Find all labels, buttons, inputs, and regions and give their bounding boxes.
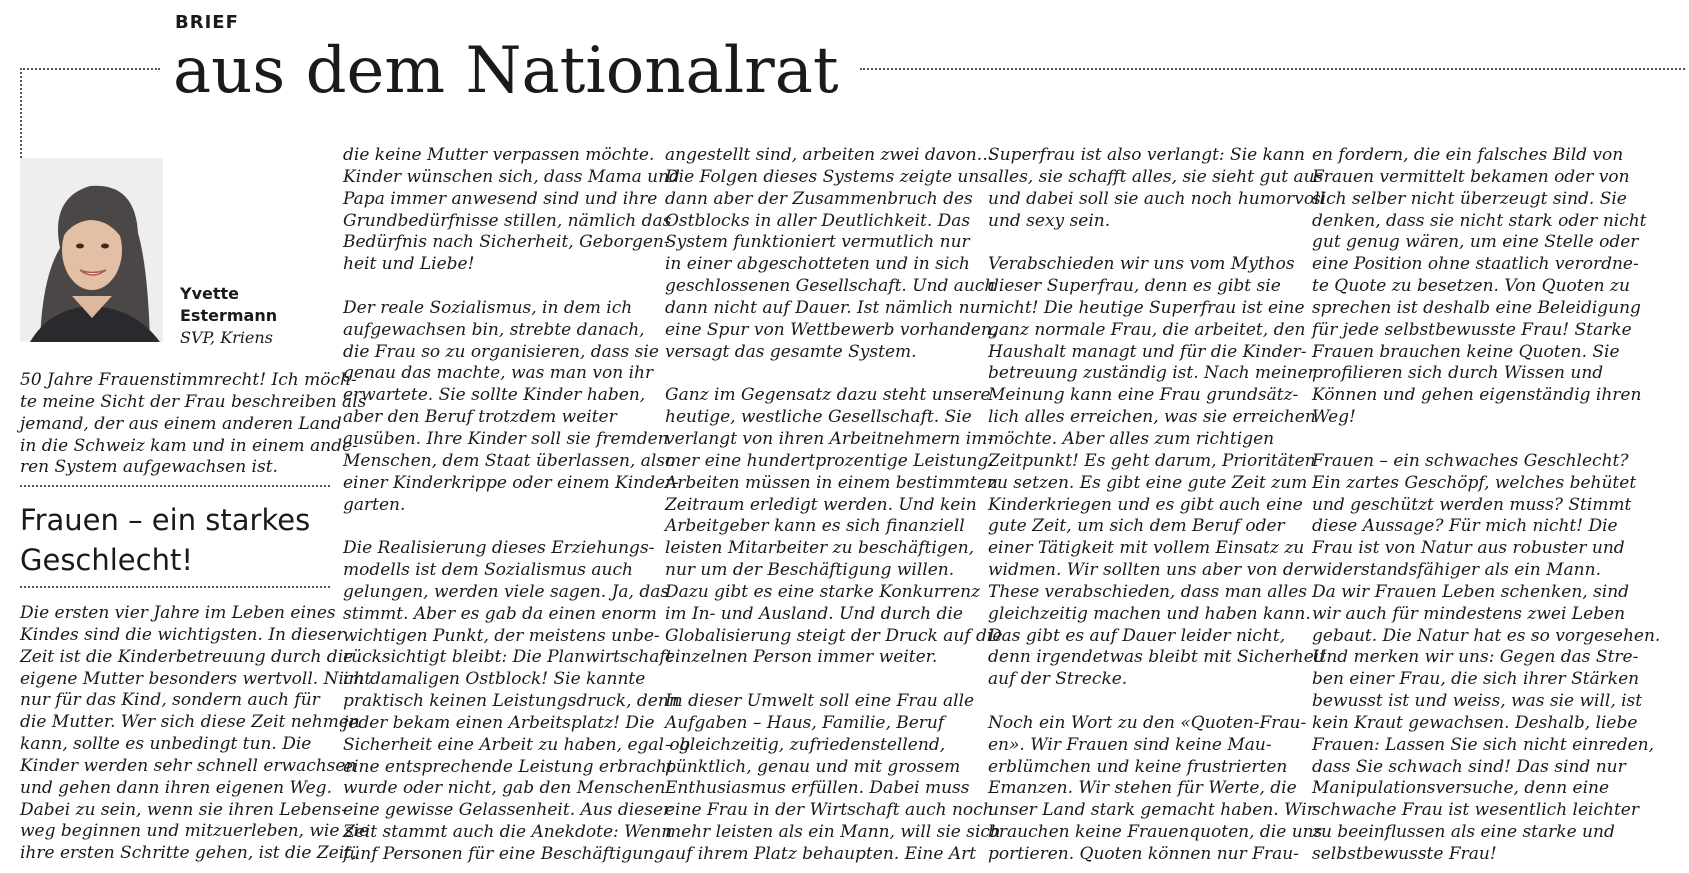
- article-column-1: [20, 603, 371, 865]
- text-line: ausüben. Ihre Kinder soll sie fremden: [343, 428, 669, 449]
- text-line: und geschützt werden muss? Stimmt: [1312, 494, 1632, 515]
- paragraph-gap: [665, 363, 1002, 385]
- text-line: Ein zartes Geschöpf, welches behütet: [1312, 472, 1637, 493]
- text-line: und sexy sein.: [988, 210, 1111, 231]
- text-line: Globalisierung steigt der Druck auf die: [665, 625, 1003, 646]
- text-line: Dazu gibt es eine starke Konkurrenz: [665, 581, 981, 602]
- text-line: leisten Mitarbeiter zu beschäftigen,: [665, 538, 975, 559]
- text-line: Bedürfnis nach Sicherheit, Geborgen-: [343, 232, 670, 253]
- text-line: lich alles erreichen, was sie erreichen: [988, 407, 1316, 428]
- text-line: profilieren sich durch Wissen und: [1312, 363, 1604, 384]
- text-line: Können und gehen eigenständig ihren: [1312, 385, 1642, 406]
- text-line: Da wir Frauen Leben schenken, sind: [1312, 581, 1630, 602]
- text-line: sich selber nicht überzeugt sind. Sie: [1312, 188, 1627, 209]
- text-line: Emanzen. Wir stehen für Werte, die: [988, 778, 1297, 799]
- text-line: diese Aussage? Für mich nicht! Die: [1312, 516, 1618, 537]
- text-line: wurde oder nicht, gab den Menschen: [343, 778, 666, 799]
- text-line: wichtigen Punkt, der meistens unbe-: [343, 625, 660, 646]
- text-line: selbstbewusste Frau!: [1312, 844, 1497, 864]
- author-last-name: Estermann: [180, 306, 278, 325]
- subheading-line: Geschlecht!: [20, 543, 193, 577]
- text-line: gut genug wären, um eine Stelle oder: [1312, 232, 1639, 253]
- text-line: ben einer Frau, die sich ihrer Stärken: [1312, 669, 1640, 690]
- text-line: Grundbedürfnisse stillen, nämlich das: [343, 210, 672, 231]
- subheading: [20, 500, 310, 580]
- text-line: Die Folgen dieses Systems zeigte uns: [665, 166, 989, 187]
- text-line: dieser Superfrau, denn es gibt sie: [988, 276, 1281, 297]
- text-line: alles, sie schafft alles, sie sieht gut aus: [988, 166, 1324, 187]
- text-line: – gleichzeitig, zufriedenstellend,: [665, 734, 946, 755]
- text-line: Frau ist von Natur aus robuster und: [1312, 538, 1625, 559]
- text-line: Arbeiten müssen in einem bestimmten: [665, 472, 998, 493]
- text-line: heutige, westliche Gesellschaft. Sie: [665, 407, 972, 428]
- text-line: Arbeitgeber kann es sich finanziell: [665, 516, 965, 537]
- text-line: denken, dass sie nicht stark oder nicht: [1312, 210, 1647, 231]
- text-line: Ostblocks in aller Deutlichkeit. Das: [665, 210, 971, 231]
- text-line: nur um der Beschäftigung willen.: [665, 560, 955, 581]
- text-line: einer Tätigkeit mit vollem Einsatz zu: [988, 538, 1305, 559]
- text-line: mer eine hundertprozentige Leistung.: [665, 450, 994, 471]
- subhead-rule-top: [20, 485, 330, 487]
- text-line: verlangt von ihren Arbeitnehmern im-: [665, 428, 994, 449]
- text-line: aber den Beruf trotzdem weiter: [343, 407, 617, 428]
- article-column-5: [1312, 145, 1660, 866]
- text-line: en». Wir Frauen sind keine Mau-: [988, 734, 1272, 755]
- text-line: dann nicht auf Dauer. Ist nämlich nur: [665, 297, 989, 318]
- text-line: pünktlich, genau und mit grossem: [665, 756, 961, 777]
- text-line: schwache Frau ist wesentlich leichter: [1312, 800, 1639, 821]
- text-line: Kinder werden sehr schnell erwachsen: [20, 755, 357, 776]
- paragraph-gap: [343, 516, 690, 538]
- text-line: brauchen keine Frauenquoten, die uns: [988, 822, 1323, 843]
- text-line: heit und Liebe!: [343, 254, 475, 275]
- text-line: zu setzen. Es gibt eine gute Zeit zum: [988, 472, 1308, 493]
- article-column-4: [988, 145, 1326, 866]
- text-line: ganz normale Frau, die arbeitet, den: [988, 319, 1306, 340]
- text-line: Der reale Sozialismus, in dem ich: [343, 297, 633, 318]
- text-line: mehr leisten als ein Mann, will sie sich: [665, 822, 1001, 843]
- text-line: jeder bekam einen Arbeitsplatz! Die: [343, 712, 655, 733]
- author-first-name: Yvette: [180, 284, 240, 303]
- text-line: dann aber der Zusammenbruch des: [665, 188, 973, 209]
- text-line: Zeit stammt auch die Anekdote: Wenn: [343, 822, 673, 843]
- text-line: Frauen – ein schwaches Geschlecht?: [1312, 450, 1629, 471]
- text-line: Kinder wünschen sich, dass Mama und: [343, 166, 680, 187]
- text-line: Menschen, dem Staat überlassen, also: [343, 450, 676, 471]
- text-line: unser Land stark gemacht haben. Wir: [988, 800, 1315, 821]
- text-line: Kindes sind die wichtigsten. In dieser: [20, 624, 345, 645]
- text-line: widmen. Wir sollten uns aber von der: [988, 560, 1312, 581]
- text-line: Manipulationsversuche, denn eine: [1312, 778, 1610, 799]
- text-line: Ganz im Gegensatz dazu steht unsere: [665, 385, 991, 406]
- text-line: weg beginnen und mitzuerleben, wie sie: [20, 821, 370, 842]
- paragraph-gap: [988, 232, 1326, 254]
- text-line: in einer abgeschotteten und in sich: [665, 254, 970, 275]
- author-portrait: [20, 158, 163, 342]
- text-line: zu beeinflussen als eine starke und: [1312, 822, 1615, 843]
- text-line: ihre ersten Schritte gehen, ist die Zeit,: [20, 843, 357, 864]
- intro-line: 50 Jahre Frauenstimmrecht! Ich möch-: [20, 370, 357, 390]
- text-line: Verabschieden wir uns vom Mythos: [988, 254, 1295, 275]
- text-line: System funktioniert vermutlich nur: [665, 232, 970, 253]
- text-line: nur für das Kind, sondern auch für: [20, 690, 320, 711]
- text-line: Und merken wir uns: Gegen das Stre-: [1312, 647, 1639, 668]
- author-byline: [180, 283, 277, 349]
- text-line: kein Kraut gewachsen. Deshalb, liebe: [1312, 712, 1638, 733]
- text-line: eine Spur von Wettbewerb vorhanden,: [665, 319, 998, 340]
- text-line: Superfrau ist also verlangt: Sie kann: [988, 145, 1305, 165]
- text-line: gebaut. Die Natur hat es so vorgesehen.: [1312, 625, 1661, 646]
- text-line: einzelnen Person immer weiter.: [665, 647, 938, 668]
- text-line: denn irgendetwas bleibt mit Sicherheit: [988, 647, 1327, 668]
- text-line: eine gewisse Gelassenheit. Aus dieser: [343, 800, 672, 821]
- intro-line: te meine Sicht der Frau beschreiben als: [20, 391, 367, 412]
- text-line: auf ihrem Platz behaupten. Eine Art: [665, 844, 977, 864]
- text-line: angestellt sind, arbeiten zwei davon…: [665, 145, 994, 165]
- text-line: Die ersten vier Jahre im Leben eines: [20, 603, 336, 623]
- text-line: genau das machte, was man von ihr: [343, 363, 654, 384]
- text-line: In dieser Umwelt soll eine Frau alle: [665, 691, 975, 712]
- text-line: Noch ein Wort zu den «Quoten-Frau-: [988, 712, 1307, 733]
- text-line: Papa immer anwesend sind und ihre: [343, 188, 658, 209]
- paragraph-gap: [1312, 429, 1660, 451]
- text-line: eine entsprechende Leistung erbracht: [343, 756, 674, 777]
- text-line: gleichzeitig machen und haben kann.: [988, 603, 1311, 624]
- text-line: auf der Strecke.: [988, 669, 1128, 690]
- text-line: erblümchen und keine frustrierten: [988, 756, 1288, 777]
- text-line: für jede selbstbewusste Frau! Starke: [1312, 319, 1632, 340]
- text-line: eine Position ohne staatlich verordne-: [1312, 254, 1639, 275]
- article-column-2: [343, 145, 690, 866]
- text-line: eine Frau in der Wirtschaft auch noch: [665, 800, 994, 821]
- text-line: einer Kinderkrippe oder einem Kinder-: [343, 472, 679, 493]
- text-line: betreuung zuständig ist. Nach meiner: [988, 363, 1316, 384]
- text-line: versagt das gesamte System.: [665, 341, 917, 362]
- intro-line: in die Schweiz kam und in einem ande-: [20, 435, 358, 456]
- text-line: These verabschieden, dass man alles: [988, 581, 1308, 602]
- text-line: Enthusiasmus erfüllen. Dabei muss: [665, 778, 970, 799]
- text-line: und gehen dann ihren eigenen Weg.: [20, 777, 332, 798]
- intro-line: jemand, der aus einem anderen Land: [20, 413, 342, 434]
- subhead-rule-bottom: [20, 586, 330, 588]
- text-line: portieren. Quoten können nur Frau-: [988, 844, 1299, 864]
- text-line: sprechen ist deshalb eine Beleidigung: [1312, 297, 1641, 318]
- text-line: dass Sie schwach sind! Das sind nur: [1312, 756, 1626, 777]
- subheading-line: Frauen – ein starkes: [20, 503, 311, 537]
- text-line: modells ist dem Sozialismus auch: [343, 560, 633, 581]
- text-line: Frauen: Lassen Sie sich nicht einreden,: [1312, 734, 1655, 755]
- text-line: Zeit ist die Kinderbetreuung durch die: [20, 646, 354, 667]
- intro-line: ren System aufgewachsen ist.: [20, 457, 278, 478]
- text-line: Haushalt managt und für die Kinder-: [988, 341, 1307, 362]
- text-line: aufgewachsen bin, strebte danach,: [343, 319, 645, 340]
- text-line: geschlossenen Gesellschaft. Und auch: [665, 276, 996, 297]
- article-column-3: [665, 145, 1002, 866]
- portrait-illustration: [20, 158, 163, 342]
- text-line: en fordern, die ein falsches Bild von: [1312, 145, 1624, 165]
- text-line: nicht! Die heutige Superfrau ist eine: [988, 297, 1305, 318]
- text-line: die Mutter. Wer sich diese Zeit nehmen: [20, 712, 360, 733]
- text-line: erwartete. Sie sollte Kinder haben,: [343, 385, 646, 406]
- text-line: Sicherheit eine Arbeit zu haben, egal ob: [343, 734, 691, 755]
- author-party: SVP, Kriens: [180, 328, 273, 347]
- text-line: widerstandsfähiger als ein Mann.: [1312, 560, 1601, 581]
- text-line: und dabei soll sie auch noch humorvoll: [988, 188, 1325, 209]
- text-line: Frauen brauchen keine Quoten. Sie: [1312, 341, 1620, 362]
- top-rule-right: [860, 68, 1685, 70]
- text-line: kann, sollte es unbedingt tun. Die: [20, 734, 312, 755]
- text-line: Die Realisierung dieses Erziehungs-: [343, 538, 655, 559]
- text-line: im In- und Ausland. Und durch die: [665, 603, 963, 624]
- text-line: fünf Personen für eine Beschäftigung: [343, 844, 665, 864]
- text-line: Frauen vermittelt bekamen oder von: [1312, 166, 1630, 187]
- text-line: die keine Mutter verpassen möchte.: [343, 145, 655, 165]
- paragraph-gap: [988, 691, 1326, 713]
- text-line: Zeitraum erledigt werden. Und kein: [665, 494, 977, 515]
- intro-paragraph: [20, 370, 366, 479]
- text-line: im damaligen Ostblock! Sie kannte: [343, 669, 646, 690]
- text-line: rücksichtigt bleibt: Die Planwirtschaft: [343, 647, 673, 668]
- text-line: te Quote zu besetzen. Von Quoten zu: [1312, 276, 1630, 297]
- text-line: Weg!: [1312, 407, 1356, 428]
- text-line: möchte. Aber alles zum richtigen: [988, 428, 1275, 449]
- text-line: gelungen, werden viele sagen. Ja, das: [343, 581, 670, 602]
- top-rule-left: [20, 68, 160, 70]
- text-line: stimmt. Aber es gab da einen enorm: [343, 603, 657, 624]
- text-line: die Frau so zu organisieren, dass sie: [343, 341, 659, 362]
- text-line: garten.: [343, 494, 406, 515]
- paragraph-gap: [665, 669, 1002, 691]
- page-title: aus dem Nationalrat: [173, 34, 839, 108]
- text-line: bewusst ist und weiss, was sie will, ist: [1312, 691, 1643, 712]
- paragraph-gap: [343, 276, 690, 298]
- kicker-label: BRIEF: [175, 12, 239, 33]
- text-line: Kinderkriegen und es gibt auch eine: [988, 494, 1303, 515]
- text-line: Aufgaben – Haus, Familie, Beruf: [665, 712, 945, 733]
- text-line: praktisch keinen Leistungsdruck, denn: [343, 691, 680, 712]
- text-line: eigene Mutter besonders wertvoll. Nicht: [20, 668, 372, 689]
- text-line: Meinung kann eine Frau grundsätz-: [988, 385, 1299, 406]
- text-line: Zeitpunkt! Es geht darum, Prioritäten: [988, 450, 1316, 471]
- text-line: Dabei zu sein, wenn sie ihren Lebens-: [20, 799, 348, 820]
- text-line: wir auch für mindestens zwei Leben: [1312, 603, 1626, 624]
- text-line: gute Zeit, um sich dem Beruf oder: [988, 516, 1285, 537]
- text-line: Das gibt es auf Dauer leider nicht,: [988, 625, 1286, 646]
